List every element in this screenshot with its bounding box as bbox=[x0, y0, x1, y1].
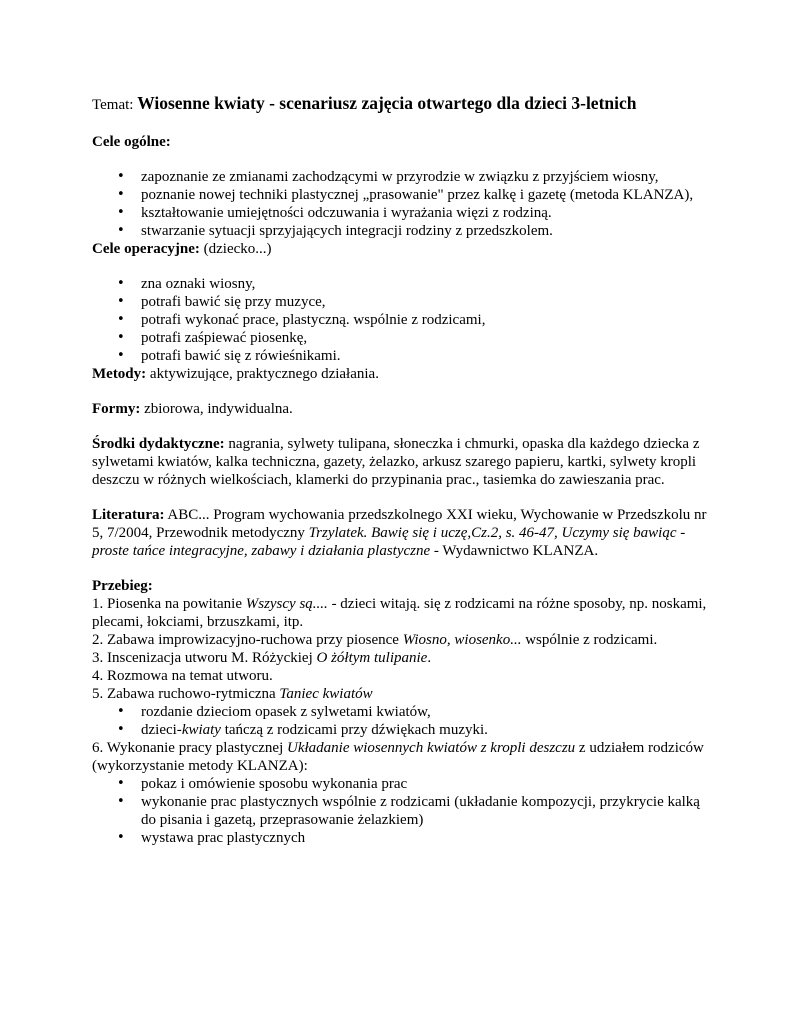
cele-operacyjne-list bbox=[92, 275, 712, 365]
przebieg-step-6 bbox=[92, 739, 712, 775]
step-5-list bbox=[92, 703, 712, 739]
metody-paragraph bbox=[92, 365, 712, 383]
list-item: • potrafi zaśpiewać piosenkę, bbox=[92, 329, 712, 347]
metody-heading: Metody: bbox=[92, 366, 147, 382]
cele-operacyjne-heading: Cele operacyjne: bbox=[92, 241, 200, 257]
list-item bbox=[92, 721, 712, 739]
step-italic: Wszyscy są.... bbox=[245, 596, 328, 612]
metody-text: aktywizujące, praktycznego działania. bbox=[146, 366, 379, 382]
cele-operacyjne-suffix: (dziecko...) bbox=[199, 241, 272, 257]
list-item: • pokaz i omówienie sposobu wykonania prac bbox=[92, 775, 712, 793]
step-text: 3. Inscenizacja utworu M. Różyckiej bbox=[92, 650, 317, 666]
title-prefix: Temat: bbox=[92, 97, 134, 113]
step-text: 2. Zabawa improwizacyjno-ruchowa przy piosence bbox=[92, 632, 403, 648]
formy-text: zbiorowa, indywidualna. bbox=[140, 401, 293, 417]
formy-heading: Formy: bbox=[92, 401, 141, 417]
list-item: • potrafi wykonać prace, plastyczną. wspólnie z rodzicami, bbox=[92, 311, 712, 329]
item-text: dzieci- bbox=[141, 722, 182, 738]
list-item: • potrafi bawić się z rówieśnikami. bbox=[92, 347, 712, 365]
document-title bbox=[92, 92, 712, 116]
step-text: 5. Zabawa ruchowo-rytmiczna bbox=[92, 686, 280, 702]
list-item: • potrafi bawić się przy muzyce, bbox=[92, 293, 712, 311]
step-text: - dzieci witają. się z rodzicami na różne sposoby, np. noskami, plecami, łokciami, brzuszkami, itp. bbox=[92, 596, 707, 630]
step-text: z udziałem rodziców (wykorzystanie metody KLANZA): bbox=[92, 740, 704, 774]
przebieg-step-1 bbox=[92, 595, 712, 631]
list-item: • stwarzanie sytuacji sprzyjających integracji rodziny z przedszkolem. bbox=[92, 222, 712, 240]
list-item: • wystawa prac plastycznych bbox=[92, 829, 712, 847]
step-text: 1. Piosenka na powitanie bbox=[92, 596, 246, 612]
przebieg-step-4: 4. Rozmowa na temat utworu. bbox=[92, 668, 273, 684]
formy-paragraph bbox=[92, 400, 712, 418]
list-item: • zapoznanie ze zmianami zachodzącymi w przyrodzie w związku z przyjściem wiosny, bbox=[92, 168, 712, 186]
srodki-text: nagrania, sylwety tulipana, słoneczka i chmurki, opaska dla każdego dziecka z sylwetami kwiatów, kalka techniczna, gazety, żelazko, arkusz szarego papieru, kartki, sylwety kropli deszczu w różnych wielkościach, klamerki do przypinania prac., tasiemka do zawieszania prac. bbox=[92, 436, 700, 488]
przebieg-step-2 bbox=[92, 631, 712, 649]
step-text: wspólnie z rodzicami. bbox=[521, 632, 658, 648]
srodki-heading: Środki dydaktyczne: bbox=[92, 436, 225, 452]
document-page bbox=[92, 92, 712, 847]
step-italic: Taniec kwiatów bbox=[279, 686, 373, 702]
list-item: • poznanie nowej techniki plastycznej „prasowanie" przez kalkę i gazetę (metoda KLANZA), bbox=[92, 186, 712, 204]
step-italic: Układanie wiosennych kwiatów z kropli deszczu bbox=[287, 740, 576, 756]
przebieg-step-3 bbox=[92, 649, 712, 667]
list-item: • zna oznaki wiosny, bbox=[92, 275, 712, 293]
list-item: • rozdanie dzieciom opasek z sylwetami kwiatów, bbox=[92, 703, 712, 721]
literatura-paragraph bbox=[92, 506, 712, 560]
cele-ogolne-list bbox=[92, 168, 712, 240]
step-text: 6. Wykonanie pracy plastycznej bbox=[92, 740, 287, 756]
przebieg-step-5 bbox=[92, 685, 712, 703]
list-item: • wykonanie prac plastycznych wspólnie z rodzicami (układanie kompozycji, przykrycie kalką do pisania i gazetą, przeprasowanie żelazkiem) bbox=[92, 793, 712, 829]
item-italic: kwiaty bbox=[181, 722, 221, 738]
literatura-text-2: - Wydawnictwo KLANZA. bbox=[430, 543, 599, 559]
step-italic: Wiosno, wiosenko... bbox=[402, 632, 522, 648]
list-item: • kształtowanie umiejętności odczuwania i wyrażania więzi z rodziną. bbox=[92, 204, 712, 222]
step-italic: O żółtym tulipanie bbox=[316, 650, 428, 666]
literatura-italic: Trzylatek. Bawię się i uczę,Cz.2, s. 46-47, Uczymy się bawiąc - proste tańce integracyjne, zabawy i działania plastyczne bbox=[92, 525, 686, 559]
literatura-heading: Literatura: bbox=[92, 507, 165, 523]
srodki-paragraph bbox=[92, 435, 712, 489]
literatura-text-1: ABC... Program wychowania przedszkolnego XXI wieku, Wychowanie w Przedszkolu nr 5, 7/2004, Przewodnik metodyczny bbox=[92, 507, 707, 541]
step-6-list bbox=[92, 775, 712, 847]
step-text: . bbox=[427, 650, 432, 666]
item-text: tańczą z rodzicami przy dźwiękach muzyki. bbox=[220, 722, 488, 738]
cele-ogolne-heading: Cele ogólne: bbox=[92, 134, 171, 150]
cele-operacyjne-line bbox=[92, 240, 712, 258]
przebieg-heading: Przebieg: bbox=[92, 578, 153, 594]
title-main: Wiosenne kwiaty - scenariusz zajęcia otwartego dla dzieci 3-letnich bbox=[137, 93, 637, 113]
